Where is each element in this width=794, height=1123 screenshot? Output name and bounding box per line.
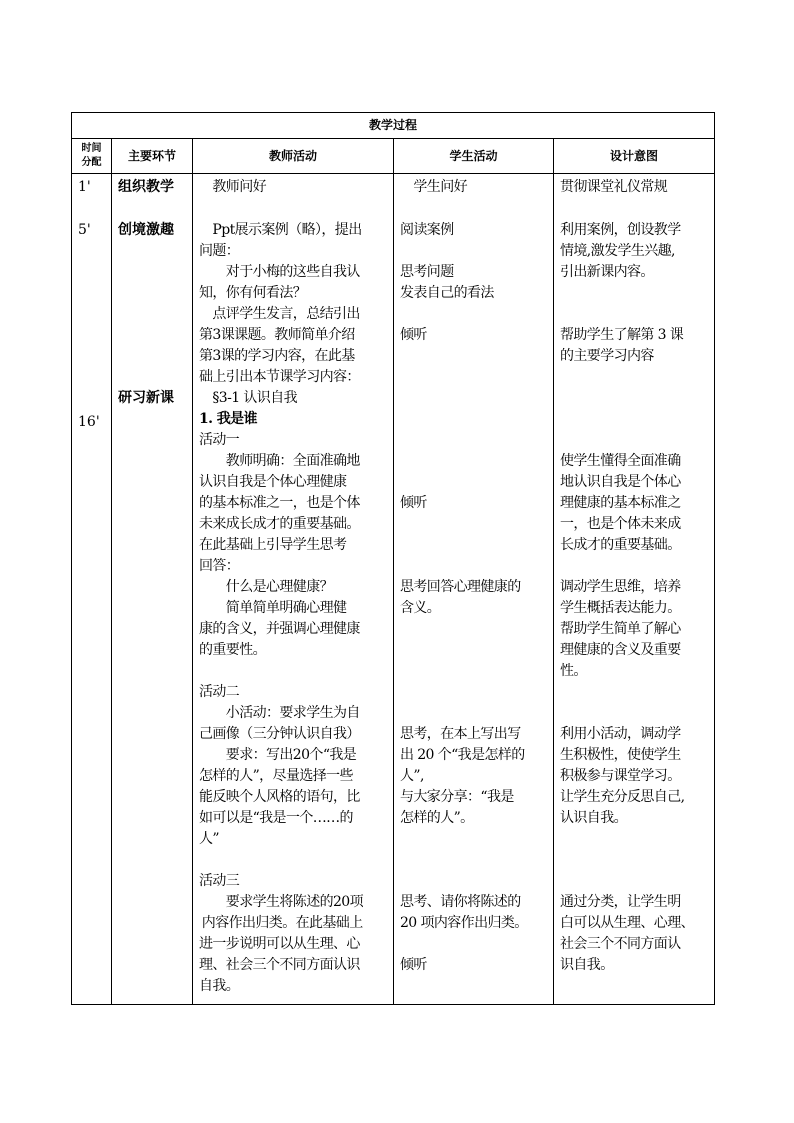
- time-column: [72, 174, 112, 1005]
- student-line: 含义。: [400, 600, 441, 616]
- design-line: 的主要学习内容: [560, 348, 654, 364]
- teacher-line: 怎样的人”，尽量选择一些: [199, 768, 353, 784]
- time-value: 1': [78, 179, 91, 195]
- student-line: 阅读案例: [400, 222, 454, 238]
- student-line: 思考，在本上写出写: [400, 726, 521, 742]
- teacher-line: 人”: [199, 831, 219, 847]
- design-line: 识自我。: [560, 957, 614, 973]
- teacher-line: 教师问好: [199, 179, 266, 195]
- design-line: 情境,激发学生兴趣,: [560, 243, 675, 259]
- time-allocation-header: [72, 139, 112, 174]
- design-line: 使学生懂得全面准确: [560, 453, 681, 469]
- student-line: 倾听: [400, 957, 427, 973]
- teacher-line: 在此基础上引导学生思考: [199, 537, 347, 553]
- time-header-line2: 分配: [81, 157, 102, 168]
- teacher-line: 要求学生将陈述的20项: [199, 894, 364, 910]
- student-line: 怎样的人”。: [400, 810, 474, 826]
- teacher-line: 1. 我是谁: [199, 411, 257, 427]
- design-line: 通过分类，让学生明: [560, 894, 681, 910]
- student-line: 与大家分享：“我是: [400, 789, 514, 805]
- teacher-line: 的重要性。: [199, 642, 266, 658]
- design-line: 利用小活动，调动学: [560, 726, 681, 742]
- design-line: 让学生充分反思自己,: [560, 789, 685, 805]
- stage-label: 研习新课: [118, 390, 174, 406]
- student-line: 思考回答心理健康的: [400, 579, 521, 595]
- student-line: 倾听: [400, 327, 427, 343]
- content-row: [72, 174, 715, 1005]
- student-line: 思考问题: [400, 264, 454, 280]
- teacher-line: 回答：: [199, 558, 240, 574]
- student-line: 发表自己的看法: [400, 285, 494, 301]
- design-line: 帮助学生简单了解心: [560, 621, 681, 637]
- lesson-process-table: [71, 112, 715, 1005]
- teacher-line: 问题：: [199, 243, 240, 259]
- teacher-line: 理、社会三个不同方面认识: [199, 957, 360, 973]
- teacher-line: 教师明确：全面准确地: [199, 453, 360, 469]
- teacher-line: 进一步说明可以从生理、心: [199, 936, 360, 952]
- design-line: 帮助学生了解第 3 课: [560, 327, 684, 343]
- design-line: 地认识自我是个体心: [560, 474, 681, 490]
- teacher-line: 对于小梅的这些自我认: [199, 264, 360, 280]
- teacher-line: 如可以是“我是一个……的: [199, 810, 353, 826]
- teacher-line: 知，你有何看法？: [199, 285, 307, 301]
- design-line: 性。: [560, 663, 587, 679]
- time-value: 16': [78, 414, 100, 430]
- stage-column: [112, 174, 193, 1005]
- teacher-line: 能反映个人风格的语句，比: [199, 789, 360, 805]
- student-activity-header: 学生活动: [394, 139, 554, 174]
- student-line: 学生问好: [400, 179, 467, 195]
- main-stage-header: 主要环节: [112, 139, 193, 174]
- teacher-line: 未来成长成才的重要基础。: [199, 516, 360, 532]
- teacher-line: 认识自我是个体心理健康: [199, 474, 347, 490]
- student-line: 20 项内容作出归类。: [400, 915, 528, 931]
- teacher-line: 的基本标准之一，也是个体: [199, 495, 360, 511]
- design-line: 学生概括表达能力。: [560, 600, 681, 616]
- student-line: 思考、请你将陈述的: [400, 894, 521, 910]
- teacher-activity-header: 教师活动: [193, 139, 394, 174]
- teacher-line: §3-1 认识自我: [199, 390, 297, 406]
- design-line: 利用案例，创设教学: [560, 222, 681, 238]
- design-line: 白可以从生理、心理、: [560, 915, 694, 931]
- teacher-activity-column: [175, 174, 394, 1005]
- student-line: 出 20 个“我是怎样的: [400, 747, 525, 763]
- teacher-line: 础上引出本节课学习内容：: [199, 369, 360, 385]
- design-line: 引出新课内容。: [560, 264, 654, 280]
- teacher-line: 点评学生发言，总结引出: [199, 306, 360, 322]
- table-title: 教学过程: [72, 113, 715, 139]
- teacher-line: Ppt展示案例（略），提出: [199, 222, 362, 238]
- design-line: 理健康的基本标准之: [560, 495, 681, 511]
- teacher-line: 第3课的学习内容，在此基: [199, 348, 355, 364]
- teacher-line: 简单简单明确心理健: [199, 600, 347, 616]
- design-intent-header: 设计意图: [554, 139, 715, 174]
- teacher-line: 活动一: [199, 432, 240, 448]
- teacher-line: 小活动：要求学生为自: [199, 705, 360, 721]
- teacher-line: 自我。: [199, 978, 240, 994]
- teacher-line: 什么是心理健康？: [199, 579, 333, 595]
- design-line: 认识自我。: [560, 810, 627, 826]
- teacher-line: 活动三: [199, 873, 240, 889]
- teacher-line: 第3课课题。教师简单介绍: [199, 327, 355, 343]
- design-line: 理健康的含义及重要: [560, 642, 681, 658]
- student-line: 人”,: [400, 768, 424, 784]
- student-activity-column: [394, 174, 554, 1005]
- teacher-line: 内容作出归类。在此基础上: [175, 915, 363, 931]
- teacher-line: 己画像（三分钟认识自我）: [199, 726, 360, 742]
- design-line: 调动学生思维，培养: [560, 579, 681, 595]
- design-intent-column: [554, 174, 715, 1005]
- design-line: 一，也是个体未来成: [560, 516, 681, 532]
- time-header-line1: 时间: [81, 143, 102, 154]
- time-value: 5': [78, 222, 91, 238]
- design-line: 社会三个不同方面认: [560, 936, 681, 952]
- stage-label: 创境激趣: [118, 222, 174, 238]
- teacher-line: 要求：写出20个“我是: [199, 747, 357, 763]
- design-line: 长成才的重要基础。: [560, 537, 681, 553]
- header-row: [72, 139, 715, 174]
- design-line: 积极参与课堂学习。: [560, 768, 681, 784]
- teacher-line: 活动二: [199, 684, 240, 700]
- teacher-line: 康的含义，并强调心理健康: [199, 621, 360, 637]
- design-line: 贯彻课堂礼仪常规: [560, 179, 668, 195]
- student-line: 倾听: [400, 495, 427, 511]
- stage-label: 组织教学: [118, 179, 174, 195]
- design-line: 生积极性，使使学生: [560, 747, 681, 763]
